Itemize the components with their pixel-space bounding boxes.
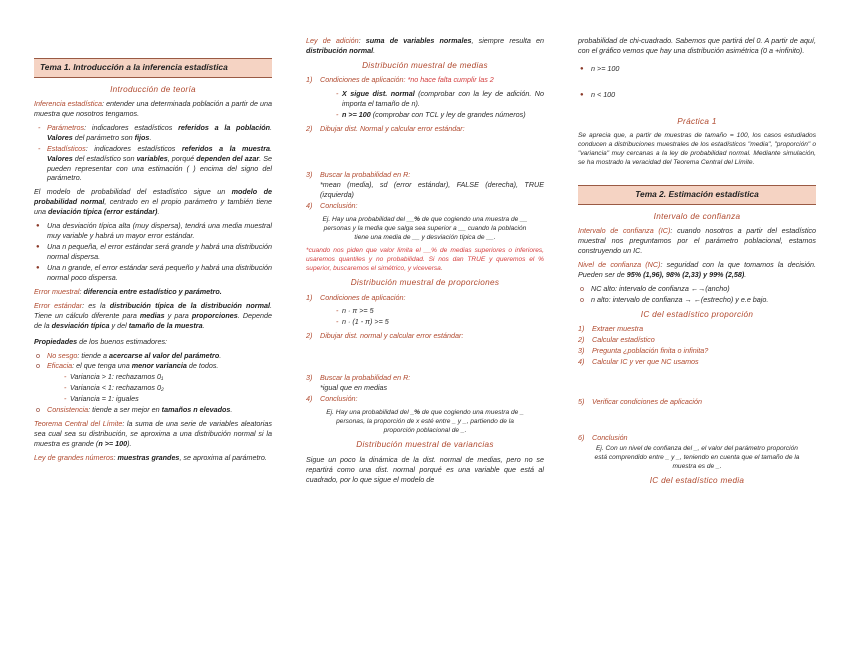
ic-prop-steps bbox=[578, 324, 816, 367]
step-3 bbox=[578, 346, 816, 356]
medias-conclusion bbox=[306, 215, 544, 242]
term: Intervalo de confianza (IC) bbox=[578, 226, 671, 236]
text: : tiende a bbox=[77, 350, 109, 360]
subheading-variancias: Distribución muestral de variancias bbox=[356, 440, 494, 450]
step-4 bbox=[306, 201, 544, 211]
text: , siempre resulta en bbox=[471, 36, 545, 45]
list-item bbox=[578, 284, 816, 294]
term: Estadísticos bbox=[47, 143, 86, 153]
term: Error estándar bbox=[34, 300, 83, 310]
term: Teorema Central del Límite bbox=[34, 419, 123, 429]
term: No sesgo bbox=[47, 350, 78, 360]
text: (comprobar con TCL y ley de grandes números) bbox=[370, 110, 526, 119]
text: . bbox=[230, 405, 233, 415]
text: Buscar la probabilidad en R: bbox=[320, 373, 411, 383]
nc-paragraph bbox=[578, 260, 816, 280]
text: . bbox=[149, 132, 152, 142]
list-item: - Variancia > 1: rechazamos 0₁ bbox=[60, 372, 272, 382]
text: fijos bbox=[134, 132, 150, 142]
subheading-ic-proporcion: IC del estadístico proporción bbox=[640, 309, 754, 319]
text: de que cogiendo una muestra de __ personas y la media que salga sea superior a __ cuando la población tiene una media de __ y desviación típica de __. bbox=[323, 215, 528, 241]
medias-note: *cuando nos piden que valor limita el __% de medias superiores o inferiores, usaremos quantiles y no probabilidad. Si nos dan TRUE y queremos el % superior, buscaremos el simétrico, y viceversa. bbox=[306, 246, 544, 273]
error-estandar-paragraph bbox=[34, 301, 272, 331]
text: Condiciones de aplicación bbox=[320, 75, 404, 85]
modelo-paragraph bbox=[34, 187, 272, 217]
text: acercarse al valor del parámetro bbox=[108, 350, 220, 360]
prop-conditions bbox=[306, 306, 544, 327]
text: ). bbox=[127, 439, 132, 449]
step-number: 3) bbox=[578, 346, 585, 356]
param-list bbox=[34, 123, 272, 184]
list-item-sesgo bbox=[34, 351, 272, 361]
ley-adicion-paragraph bbox=[306, 36, 544, 56]
step-2 bbox=[578, 335, 816, 345]
text: de que cogiendo una muestra de _ personas, la proporción de x esté entre _ y _, partiendo de la proporción poblacional de _. bbox=[336, 409, 524, 435]
chi-paragraph: probabilidad de chi-cuadrado. Sabemos que partirá del 0. A partir de aquí, con el gráfico vemos que hay una distribución asimétrica (0 a +infinito). bbox=[578, 36, 816, 55]
medias-steps-cont2 bbox=[306, 170, 544, 211]
text: Conclusión: bbox=[320, 394, 358, 404]
text: : indicadores estadísticos bbox=[84, 122, 179, 132]
text: : entender una determinada población a partir de una muestra que nosotros tengamos. bbox=[34, 98, 272, 118]
text: El modelo de probabilidad del estadístico sigue un bbox=[34, 187, 232, 197]
text: . bbox=[157, 207, 160, 217]
text: Ej. Hay una probabilidad del bbox=[326, 409, 411, 417]
text: . bbox=[270, 122, 273, 132]
step-number: 1) bbox=[578, 324, 585, 334]
text: *mean (media), sd (error estándar), FALSE (derecha), TRUE (izquierda) bbox=[320, 179, 544, 199]
term: Inferencia estadística bbox=[34, 98, 102, 108]
text: , porqué bbox=[167, 153, 197, 163]
text: tamaño de la muestra bbox=[128, 320, 203, 330]
ic-paragraph bbox=[578, 226, 816, 256]
step-3 bbox=[306, 170, 544, 200]
step-number: 4) bbox=[306, 394, 313, 404]
text: distribución típica de la distribución normal bbox=[109, 300, 270, 310]
text: Buscar la probabilidad en R: bbox=[320, 169, 411, 179]
list-item: ● Una n pequeña, el error estándar será grande y habrá una distribución normal dispersa. bbox=[34, 242, 272, 262]
text: muestras grandes bbox=[117, 452, 180, 462]
term: Consistencia bbox=[47, 405, 89, 415]
text: : intervalo de confianza → ←(estrecho) y e.e bajo. bbox=[608, 294, 769, 304]
step-number: 3) bbox=[306, 169, 313, 179]
text: (comprobar con la ley de adición. No importa el tamaño de n). bbox=[342, 89, 544, 109]
text: medias bbox=[139, 310, 165, 320]
text: . Tiene un cálculo diferente para bbox=[34, 300, 272, 320]
step-number: 5) bbox=[578, 396, 585, 406]
list-item-estadisticos bbox=[34, 144, 272, 184]
propiedades-title bbox=[34, 337, 272, 347]
step-4 bbox=[306, 394, 544, 404]
list-item: - Variancia = 1: iguales bbox=[60, 394, 272, 404]
text: deviación típica (error estándar) bbox=[48, 207, 158, 217]
step-2 bbox=[306, 124, 544, 134]
text: Dibujar dist. Normal y calcular error estándar: bbox=[320, 123, 465, 133]
subheading-teoria: Introducción de teoría bbox=[110, 84, 196, 94]
step-number: 6) bbox=[578, 432, 585, 442]
text: : es la bbox=[82, 300, 110, 310]
step-5 bbox=[578, 397, 816, 407]
text: Calcular estadístico bbox=[592, 335, 655, 345]
medias-conditions bbox=[306, 89, 544, 120]
text: Extraer muestra bbox=[592, 324, 644, 334]
subheading-practica: Práctica 1 bbox=[677, 116, 717, 126]
text: : la suma de una serie de variables aleatorias sea cual sea su distribución, se aproxima a una distribución normal si la muestra es grande ( bbox=[34, 419, 272, 449]
text: Propiedades bbox=[34, 336, 78, 346]
text: : tiende a ser mejor en bbox=[88, 405, 162, 415]
column-3 bbox=[578, 36, 816, 635]
step-6 bbox=[578, 433, 816, 443]
text: : intervalo de confianza ←→(ancho) bbox=[614, 284, 730, 294]
propiedades-list bbox=[34, 351, 272, 372]
prop-steps-cont bbox=[306, 331, 544, 341]
text: Valores bbox=[47, 132, 73, 142]
text: referidos a la población bbox=[178, 122, 271, 132]
step-3 bbox=[306, 373, 544, 393]
text: y del bbox=[109, 320, 129, 330]
term: Ley de adición bbox=[306, 36, 359, 45]
medias-steps bbox=[306, 75, 544, 85]
list-item bbox=[332, 110, 544, 120]
step-number: 2) bbox=[578, 335, 585, 345]
text: . Depende de la bbox=[34, 310, 272, 330]
text: : seguridad con la que tomamos la decisión. Pueden ser de bbox=[578, 260, 816, 280]
tema1-banner: Tema 1. Introducción a la inferencia estadística bbox=[34, 58, 272, 78]
step-number: 3) bbox=[306, 373, 313, 383]
text: % bbox=[414, 215, 421, 223]
lgn-paragraph bbox=[34, 453, 272, 463]
text: del estadístico son bbox=[72, 153, 137, 163]
error-muestral-paragraph bbox=[34, 287, 272, 297]
tcl-paragraph bbox=[34, 419, 272, 449]
text: diferencia entre estadístico y parámetro. bbox=[83, 286, 222, 296]
dispersion-list bbox=[34, 221, 272, 283]
text: . bbox=[373, 45, 376, 55]
list-item-parametros bbox=[34, 123, 272, 143]
text: modelo de probabilidad normal bbox=[34, 187, 272, 207]
prop-steps bbox=[306, 293, 544, 303]
list-item: - n · π >= 5 bbox=[332, 306, 544, 316]
text: n >= 100 bbox=[98, 439, 128, 449]
list-item: ● n < 100 bbox=[578, 90, 816, 100]
list-item-consistencia bbox=[34, 405, 272, 415]
list-item: - n · (1 - π) >= 5 bbox=[332, 317, 544, 327]
text: suma de variables normales bbox=[365, 36, 472, 45]
variancia-list bbox=[34, 372, 272, 404]
step-1 bbox=[578, 324, 816, 334]
text: *igual que en medias bbox=[320, 383, 388, 393]
text: : cuando nosotros a partir del estadístico muestral nos preguntamos por el parámetro poblacional, estamos construyendo un IC. bbox=[578, 226, 817, 256]
inferencia-paragraph bbox=[34, 99, 272, 119]
text: NC alto bbox=[591, 284, 615, 294]
list-item: ● Una desviación típica alta (muy dispersa), tendrá una media muestral muy variable y habrá un mayor error estándar. bbox=[34, 221, 272, 241]
chi-list bbox=[578, 64, 816, 100]
text: proporciones bbox=[191, 310, 238, 320]
text: Conclusión: bbox=[320, 200, 358, 210]
text: Condiciones de aplicación: bbox=[320, 292, 406, 302]
list-item: ● n >= 100 bbox=[578, 64, 816, 74]
text: . bbox=[270, 143, 272, 153]
subheading-ic-media: IC del estadístico media bbox=[649, 476, 745, 486]
text: Verificar condiciones de aplicación bbox=[592, 396, 703, 406]
step-1 bbox=[306, 75, 544, 85]
step-number: 1) bbox=[306, 292, 313, 302]
medias-steps-cont bbox=[306, 124, 544, 134]
consistencia-list bbox=[34, 405, 272, 415]
step-2 bbox=[306, 331, 544, 341]
text: Dibujar dist. normal y calcular error estándar: bbox=[320, 331, 464, 341]
text: . bbox=[219, 350, 222, 360]
subheading-proporciones: Distribución muestral de proporciones bbox=[350, 278, 500, 288]
list-item bbox=[578, 295, 816, 305]
text: Calcular IC y ver que NC usamos bbox=[592, 357, 699, 367]
step-1 bbox=[306, 293, 544, 303]
ic-conclusion: Ej. Con un nivel de confianza del _, el valor del parámetro proporción está comprendido entre _ y _, teniendo en cuenta que el tamaño de la muestra es de _. bbox=[594, 444, 800, 471]
list-item: - Variancia < 1: rechazamos 0₂ bbox=[60, 383, 272, 393]
tema2-banner: Tema 2. Estimación estadística bbox=[578, 185, 816, 205]
text: dependen del azar bbox=[196, 153, 260, 163]
text: : bbox=[79, 286, 84, 296]
text: y para bbox=[164, 310, 192, 320]
text: : bbox=[358, 36, 366, 45]
step-4 bbox=[578, 357, 816, 367]
text: de los buenos estimadores: bbox=[77, 336, 168, 346]
step-number: 2) bbox=[306, 123, 313, 133]
step-number: 2) bbox=[306, 331, 313, 341]
subheading-medias: Distribución muestral de medias bbox=[362, 60, 488, 70]
term: Parámetros bbox=[47, 122, 85, 132]
step-number: 4) bbox=[306, 200, 313, 210]
text: tamaños n elevados bbox=[161, 405, 231, 415]
term: Nivel de confianza (NC) bbox=[578, 260, 661, 270]
variancias-paragraph: Sigue un poco la dinámica de la dist. normal de medias, pero no se repartirá como una dist. normal porqué es una variable que está al cuadrado, por lo que sigue el modelo de bbox=[306, 454, 544, 484]
list-item: ● Una n grande, el error estándar será pequeño y habrá una distribución normal poco dispersa. bbox=[34, 263, 272, 283]
term: Eficacia bbox=[47, 361, 73, 371]
text: . bbox=[744, 270, 747, 280]
column-2 bbox=[306, 36, 544, 635]
text: Ej. Hay una probabilidad del __ bbox=[322, 215, 415, 223]
text: , centrado en el propio parámetro y también tiene una bbox=[34, 197, 272, 217]
prop-conclusion bbox=[306, 408, 544, 435]
text: menor variancia bbox=[131, 361, 187, 371]
text: : el que tenga una bbox=[72, 361, 132, 371]
text: _% bbox=[410, 409, 421, 417]
text: del parámetro son bbox=[72, 132, 135, 142]
text: . Se pueden representar con una estimación ( ) encima del signo del parámetro. bbox=[47, 153, 273, 183]
text: referidos a la muestra bbox=[181, 143, 270, 153]
text: . bbox=[202, 320, 205, 330]
step-number: 1) bbox=[306, 75, 313, 85]
text: Pregunta ¿población finita o infinita? bbox=[592, 346, 709, 356]
ic-prop-steps-6 bbox=[578, 433, 816, 443]
subheading-intervalo: Intervalo de confianza bbox=[653, 212, 741, 222]
step-number: 4) bbox=[578, 357, 585, 367]
text: Valores bbox=[47, 153, 73, 163]
practica-paragraph: Se aprecia que, a partir de muestras de tamaño = 100, los casos estudiados conducen a distribuciones muestrales de los estadísticos "media", "proporción" o "variancia" muy cercanas a la ley de probabilidad normal. Mediante simulación, se ha mostrado la veracidad del Teorema Central del Límite. bbox=[578, 132, 816, 167]
text: 95% (1,96), 98% (2,33) y 99% (2,58) bbox=[626, 270, 745, 280]
text: n >= 100 bbox=[342, 110, 371, 119]
text: desviación típica bbox=[51, 320, 110, 330]
text: : indicadores estadísticos bbox=[85, 143, 182, 153]
text: n alto bbox=[591, 294, 609, 304]
text: , se aproxima al parámetro. bbox=[179, 452, 267, 462]
nc-list bbox=[578, 284, 816, 305]
text: Conclusión bbox=[592, 432, 628, 442]
list-item bbox=[332, 89, 544, 109]
ic-prop-steps-5 bbox=[578, 397, 816, 407]
text: : *no hace falta cumplir las 2 bbox=[403, 75, 494, 85]
term: Ley de grandes números bbox=[34, 452, 114, 462]
prop-steps-cont2 bbox=[306, 373, 544, 404]
text: X sigue dist. normal bbox=[342, 89, 415, 99]
list-item-eficacia bbox=[34, 361, 272, 371]
text: distribución normal bbox=[306, 45, 374, 55]
text: variables bbox=[136, 153, 168, 163]
term: Error muestral bbox=[34, 286, 80, 296]
text: de todos. bbox=[186, 361, 219, 371]
text: : bbox=[113, 452, 118, 462]
column-1 bbox=[34, 58, 272, 657]
